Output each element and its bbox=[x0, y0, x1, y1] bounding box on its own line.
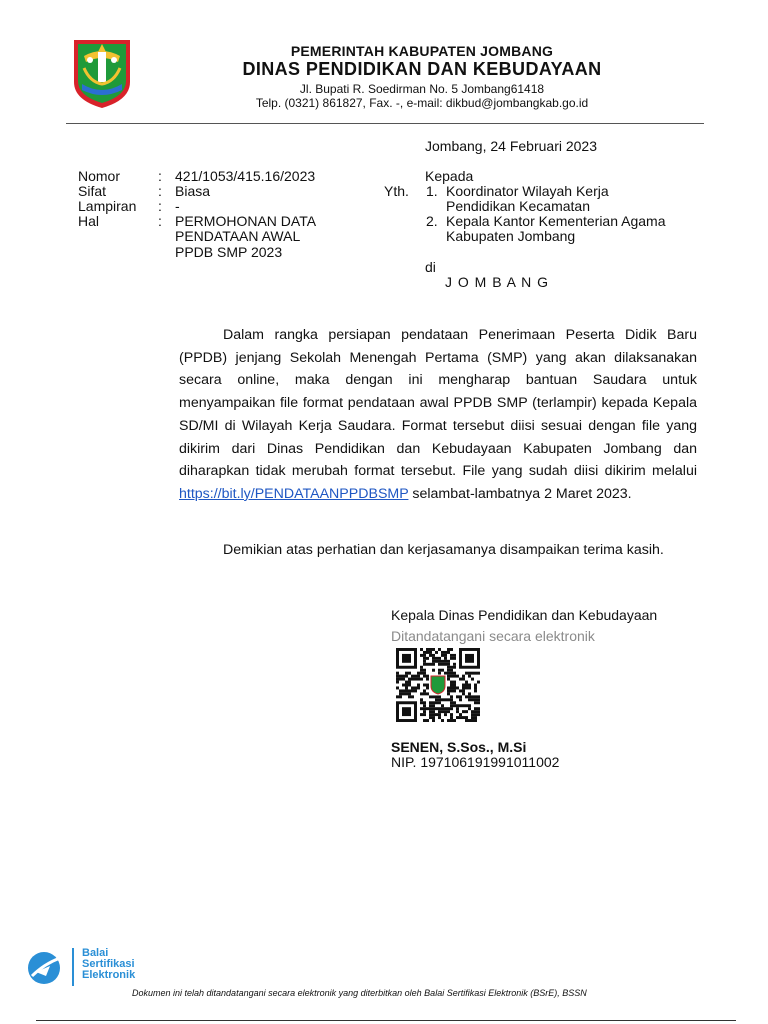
meta-value-nomor: 421/1053/415.16/2023 bbox=[175, 168, 316, 184]
recipient-kepada: Kepada bbox=[425, 168, 474, 184]
body-paragraph-2: Demikian atas perhatian dan kerjasamanya disampaikan terima kasih. bbox=[223, 542, 664, 558]
letter-date: Jombang, 24 Februari 2023 bbox=[425, 138, 597, 154]
regency-emblem bbox=[70, 38, 134, 110]
recipient-num-1: 1. bbox=[426, 183, 438, 199]
meta-value-lampiran: - bbox=[175, 198, 180, 214]
meta-label-sifat: Sifat bbox=[78, 183, 107, 199]
meta-value-hal-2: PENDATAAN AWAL bbox=[175, 228, 301, 244]
recipient-num-2: 2. bbox=[426, 213, 438, 229]
body-paragraph-1-tail: selambat-lambatnya 2 Maret 2023. bbox=[408, 485, 632, 502]
meta-sep: : bbox=[158, 213, 162, 229]
header-divider bbox=[66, 123, 704, 124]
recipient-item-1-line1: Koordinator Wilayah Kerja bbox=[446, 183, 609, 199]
recipient-item-1-line2: Pendidikan Kecamatan bbox=[446, 198, 590, 214]
signatory-nip: NIP. 197106191991011002 bbox=[391, 754, 560, 770]
recipient-di: di bbox=[425, 259, 436, 275]
bsre-word-2: Sertifikasi bbox=[82, 958, 135, 970]
bsre-mark-icon bbox=[24, 946, 80, 988]
bsre-word-3: Elektronik bbox=[82, 969, 136, 981]
header-government: PEMERINTAH KABUPATEN JOMBANG bbox=[290, 43, 554, 59]
header-address: Jl. Bupati R. Soedirman No. 5 Jombang61418 bbox=[299, 82, 545, 96]
e-sign-note: Ditandatangani secara elektronik bbox=[391, 628, 595, 644]
bsre-logo bbox=[24, 946, 154, 988]
form-link[interactable]: https://bit.ly/PENDATAANPPDBSMP bbox=[179, 485, 409, 502]
recipient-item-2-line2: Kabupaten Jombang bbox=[446, 228, 576, 244]
signatory-name: SENEN, S.Sos., M.Si bbox=[391, 739, 527, 755]
meta-label-nomor: Nomor bbox=[78, 168, 121, 184]
bsre-word-1: Balai bbox=[82, 947, 109, 959]
meta-value-hal-3: PPDB SMP 2023 bbox=[175, 244, 283, 260]
signatory-title: Kepala Dinas Pendidikan dan Kebudayaan bbox=[391, 607, 658, 623]
meta-value-hal-1: PERMOHONAN DATA bbox=[175, 213, 317, 229]
meta-label-lampiran: Lampiran bbox=[78, 198, 137, 214]
recipient-city: J O M B A N G bbox=[445, 274, 550, 290]
meta-sep: : bbox=[158, 198, 162, 214]
meta-label-hal: Hal bbox=[78, 213, 100, 229]
footer-notice: Dokumen ini telah ditandatangani secara elektronik yang diterbitkan oleh Balai Sertifikasi Elektronik (BSrE), BSSN bbox=[132, 988, 587, 998]
recipient-yth: Yth. bbox=[384, 183, 409, 199]
bsre-wordmark bbox=[82, 948, 135, 981]
header-department: DINAS PENDIDIKAN DAN KEBUDAYAAN bbox=[242, 59, 602, 79]
footer-divider bbox=[36, 1020, 736, 1021]
meta-sep: : bbox=[158, 183, 162, 199]
meta-sep: : bbox=[158, 168, 162, 184]
body-paragraph-1 bbox=[179, 324, 697, 506]
recipient-item-2-line1: Kepala Kantor Kementerian Agama bbox=[446, 213, 666, 229]
meta-value-sifat: Biasa bbox=[175, 183, 211, 199]
qr-code bbox=[396, 648, 480, 722]
body-paragraph-1-text: Dalam rangka persiapan pendataan Penerimaan Peserta Didik Baru (PPDB) jenjang Sekolah Menengah Pertama (SMP) yang akan dilaksanakan secara online, maka dengan ini mengharap bantuan Saudara untuk menyampaikan file format pendataan awal PPDB SMP (terlampir) kepada Kepala SD/MI di Wilayah Kerja Saudara. Format tersebut diisi sesuai dengan file yang dikirim dari Dinas Pendidikan dan Kebudayaan Kabupaten Jombang dan diharapkan tidak merubah format tersebut. File yang sudah diisi dikirim melalui bbox=[179, 327, 697, 480]
header-contact: Telp. (0321) 861827, Fax. -, e-mail: dikbud@jombangkab.go.id bbox=[255, 96, 589, 110]
